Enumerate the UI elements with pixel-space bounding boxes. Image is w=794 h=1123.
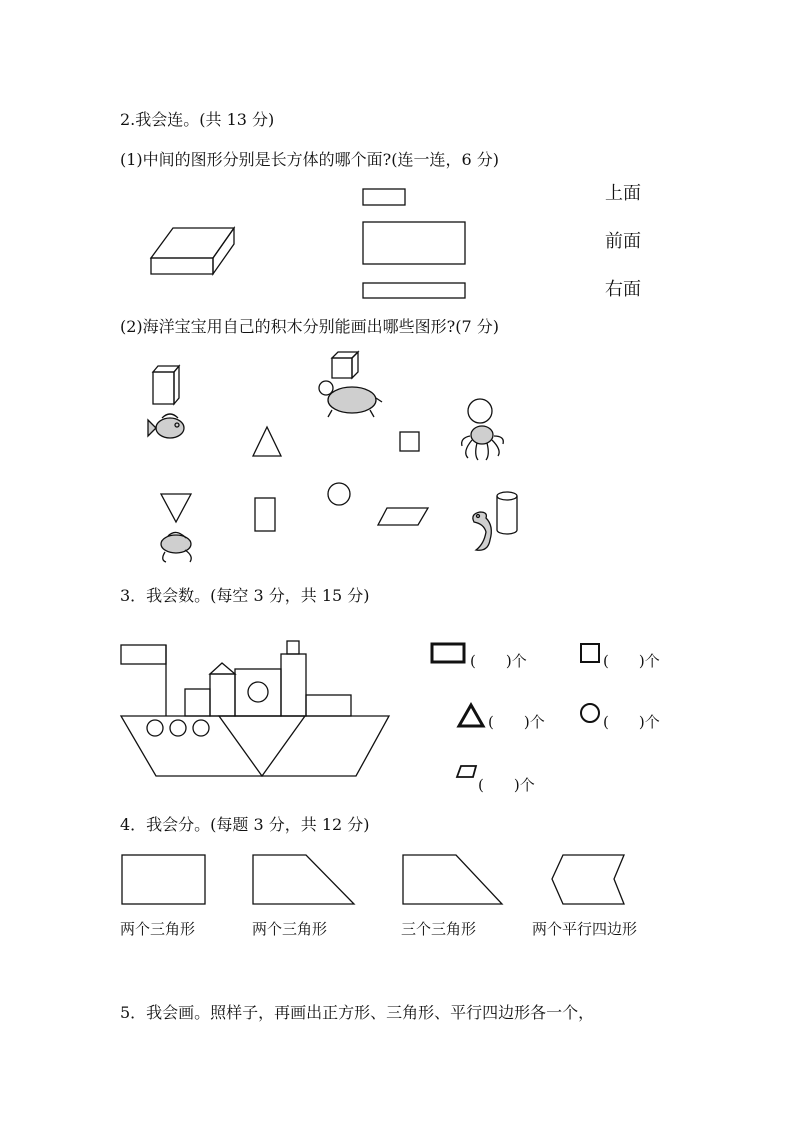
face-label-right[interactable]: 右面 — [605, 279, 641, 300]
divide-chevron[interactable] — [552, 855, 624, 904]
q4-title: 4．我会分。(每题 3 分，共 12 分) — [120, 815, 370, 834]
q2-title: 2.我会连。(共 13 分) — [120, 110, 275, 129]
q3-title: 3．我会数。(每空 3 分，共 15 分) — [120, 586, 370, 605]
answer-blank-rectangle[interactable]: ( )个 — [470, 652, 527, 670]
q4-caption-3: 三个三角形 — [401, 920, 477, 938]
answer-blank-square[interactable]: ( )个 — [603, 652, 660, 670]
face-label-top[interactable]: 上面 — [605, 183, 641, 204]
q2-part2-prompt: (2)海洋宝宝用自己的积木分别能画出哪些图形?(7 分) — [120, 317, 499, 336]
answer-blank-triangle[interactable]: ( )个 — [488, 713, 545, 731]
answer-blank-circle[interactable]: ( )个 — [603, 713, 660, 731]
q4-caption-4: 两个平行四边形 — [532, 920, 638, 938]
divide-trapezoid-right[interactable] — [253, 855, 354, 904]
divide-rectangle[interactable] — [122, 855, 205, 904]
divide-trapezoid-wide[interactable] — [403, 855, 502, 904]
q5-title: 5．我会画。照样子，再画出正方形、三角形、平行四边形各一个， — [120, 1003, 595, 1022]
q2-part1-prompt: (1)中间的图形分别是长方体的哪个面?(连一连，6 分) — [120, 150, 499, 169]
answer-blank-parallelogram[interactable]: ( )个 — [478, 776, 535, 794]
q4-caption-1: 两个三角形 — [120, 920, 196, 938]
q4-caption-2: 两个三角形 — [252, 920, 328, 938]
face-label-front[interactable]: 前面 — [605, 231, 641, 252]
